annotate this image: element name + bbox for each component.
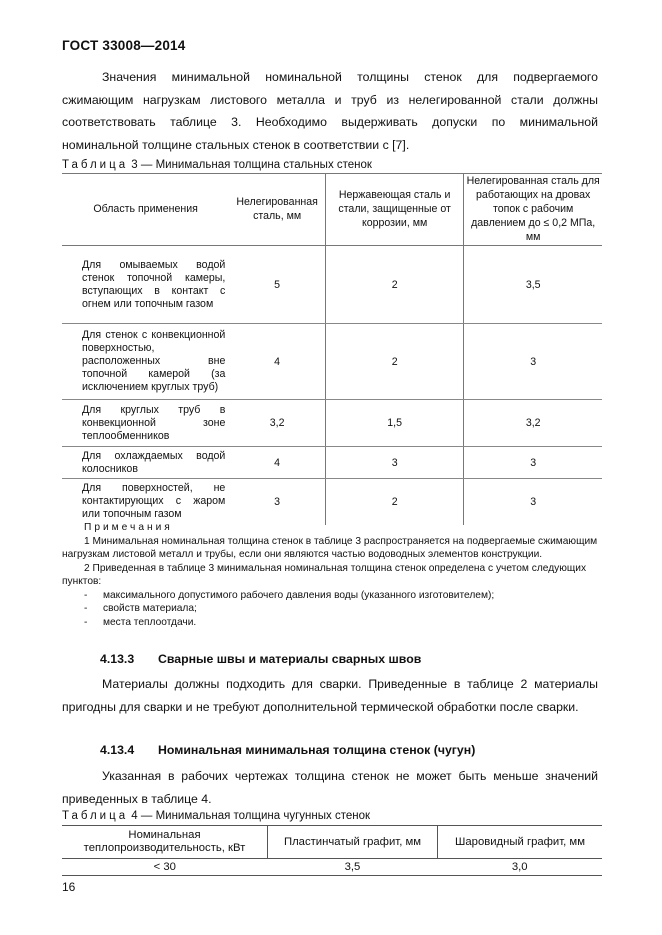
table4-header-spheroidal: Шаровидный графит, мм xyxy=(438,826,602,859)
section-4-13-3-text: Материалы должны подходить для сварки. Приведенные в таблице 2 материалы пригодны для сварки и не требуют дополнительной термической обработки после сварки. xyxy=(62,677,598,714)
table3-cell-v3: 3 xyxy=(464,324,602,400)
list-item: - места теплоотдачи. xyxy=(84,616,197,628)
note-bullet-text: максимального допустимого рабочего давления воды (указанного изготовителем); xyxy=(103,589,495,601)
table3-cell-v1: 5 xyxy=(229,246,325,324)
table-row xyxy=(62,400,602,447)
section-number: 4.13.3 xyxy=(100,652,135,666)
table3-cell-v2: 2 xyxy=(325,324,463,400)
table3-cell-v2: 1,5 xyxy=(325,400,463,447)
table4-caption-prefix: Таблица xyxy=(62,810,129,822)
table3 xyxy=(62,173,602,525)
table3-cell-v3: 3 xyxy=(464,447,602,479)
table3-cell-area: Для круглых труб в конвекционной зоне теплообменников xyxy=(62,400,229,447)
table3-cell-v2: 2 xyxy=(325,246,463,324)
table3-cell-v3: 3,2 xyxy=(464,400,602,447)
table3-cell-v1: 3 xyxy=(229,479,325,525)
table-row xyxy=(62,246,602,324)
table-row xyxy=(62,859,602,876)
table3-caption xyxy=(62,159,372,171)
section-title: Номинальная минимальная толщина стенок (чугун) xyxy=(158,743,476,757)
note-bullet-text: места теплоотдачи. xyxy=(103,616,197,628)
table-row xyxy=(62,447,602,479)
table3-caption-text: 3 — Минимальная толщина стальных стенок xyxy=(128,159,372,171)
table4 xyxy=(62,825,602,876)
table4-cell-power: < 30 xyxy=(62,859,267,876)
table3-cell-v3: 3,5 xyxy=(464,246,602,324)
table3-header-unalloyed: Нелегированная сталь, мм xyxy=(229,173,325,246)
intro-text: Значения минимальной номинальной толщины стенок для подвергаемого сжимающим нагрузкам листового металла и труб из нелегированной стали должны соответствовать таблице 3. Необходимо выдерживать допуски по минимальной номинальной толщине стальных стенок в соответствии с [7]. xyxy=(62,70,598,152)
table-row xyxy=(62,479,602,525)
table3-notes xyxy=(62,521,602,629)
section-heading-4-13-4 xyxy=(100,743,475,757)
intro-paragraph xyxy=(62,66,598,156)
table3-header-wood: Нелегированная сталь для работающих на дровах топок с рабочим давлением до ≤ 0,2 МПа, мм xyxy=(464,173,602,246)
list-item: - свойств материала; xyxy=(84,603,197,614)
section-number: 4.13.4 xyxy=(100,743,135,757)
table4-cell-lamellar: 3,5 xyxy=(267,859,437,876)
table3-cell-v1: 4 xyxy=(229,324,325,400)
section-4-13-4-paragraph xyxy=(62,765,598,810)
table3-cell-area: Для стенок с конвекционной поверхностью, расположенных вне топочной камерой (за исключением круглых труб) xyxy=(62,324,229,400)
section-4-13-4-text: Указанная в рабочих чертежах толщина стенок не может быть меньше значений приведенных в таблице 4. xyxy=(62,769,598,806)
table4-header-row xyxy=(62,826,602,859)
note-1: 1 Минимальная номинальная толщина стенок в таблице 3 распространяется на подвергаемые сжимающим нагрузкам листовой металл и трубы, если они являются частью водоводных элементов конструкции. xyxy=(62,535,598,560)
document-header: ГОСТ 33008—2014 xyxy=(62,38,186,53)
note-bullet-text: свойств материала; xyxy=(103,603,197,614)
table3-cell-area: Для омываемых водой стенок топочной камеры, вступающих в контакт с огнем или топочным газом xyxy=(62,246,229,324)
table4-caption xyxy=(62,810,370,822)
table3-header-area: Область применения xyxy=(62,173,229,246)
section-4-13-3-paragraph xyxy=(62,673,598,718)
table4-header-power: Номинальная теплопроизводительность, кВт xyxy=(62,826,267,859)
table3-cell-v2: 2 xyxy=(325,479,463,525)
table4-cell-spheroidal: 3,0 xyxy=(438,859,602,876)
table3-cell-v3: 3 xyxy=(530,495,537,508)
page-number: 16 xyxy=(62,880,76,894)
list-item: - максимального допустимого рабочего давления воды (указанного изготовителем); xyxy=(84,589,495,601)
table3-cell-area: Для охлаждаемых водой колосников xyxy=(62,447,229,479)
table3-cell-v1: 4 xyxy=(229,447,325,479)
section-title: Сварные швы и материалы сварных швов xyxy=(158,652,422,666)
table3-caption-prefix: Таблица xyxy=(62,159,129,171)
table4-caption-text: 4 — Минимальная толщина чугунных стенок xyxy=(128,810,371,822)
notes-title: Примечания xyxy=(84,522,173,533)
table3-cell-area: Для поверхностей, не контактирующих с жаром или топочным газом xyxy=(82,482,226,521)
table4-header-lamellar: Пластинчатый графит, мм xyxy=(267,826,437,859)
note-2: 2 Приведенная в таблице 3 минимальная номинальная толщина стенок определена с учетом следующих пунктов: xyxy=(62,562,587,587)
table3-cell-v2: 3 xyxy=(325,447,463,479)
table3-cell-v1: 3,2 xyxy=(229,400,325,447)
table3-header-row xyxy=(62,173,602,246)
table-row xyxy=(62,324,602,400)
table3-header-stainless: Нержавеющая сталь и стали, защищенные от коррозии, мм xyxy=(325,173,463,246)
section-heading-4-13-3 xyxy=(100,652,421,666)
